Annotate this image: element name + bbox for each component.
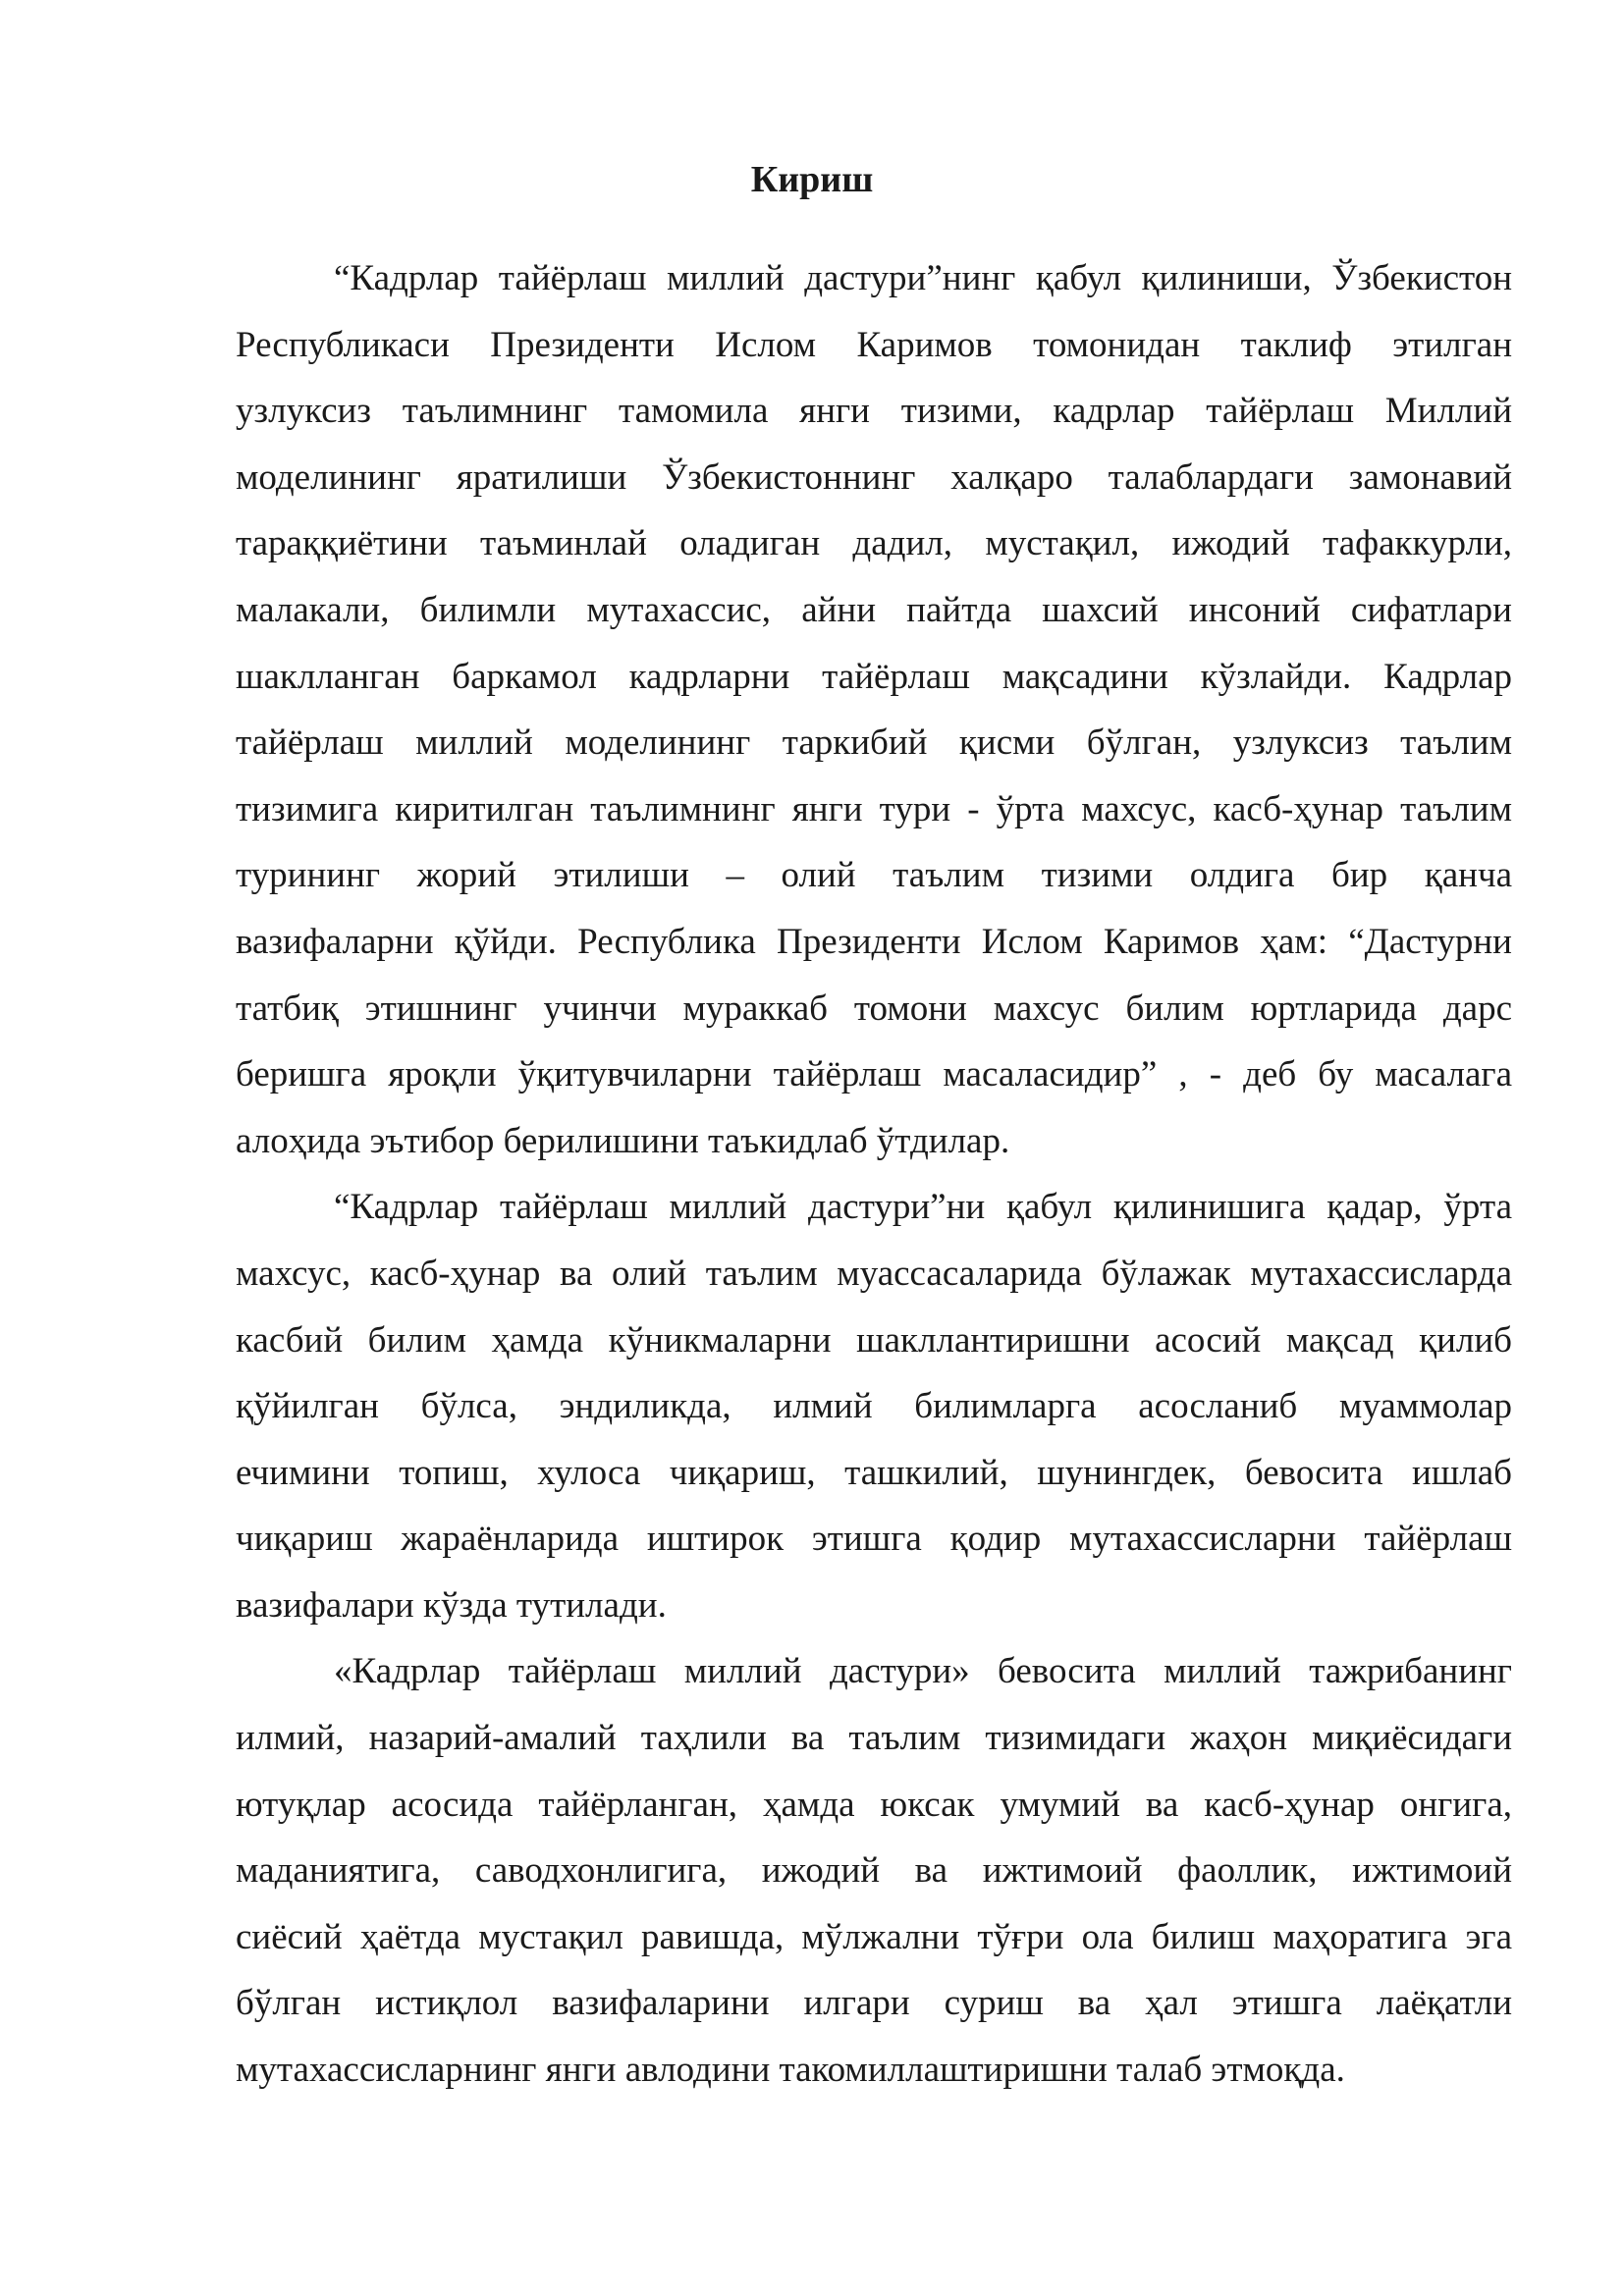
text-line: Республикаси Президенти Ислом Каримов томонидан таклиф этилган xyxy=(236,324,1512,365)
text-line: илмий, назарий-амалий таҳлили ва таълим тизимидаги жаҳон миқиёсидаги xyxy=(236,1718,1512,1759)
text-line: “Кадрлар тайёрлаш миллий дастури”ни қабул қилинишига қадар, ўрта xyxy=(334,1187,1512,1228)
text-line: беришга яроқли ўқитувчиларни тайёрлаш масаласидир” , - деб бу масалага xyxy=(236,1054,1512,1095)
text-line: малакали, билимли мутахассис, айни пайтда шахсий инсоний сифатлари xyxy=(236,589,1512,630)
paragraph-2 xyxy=(236,1178,1512,1642)
text-line: бўлган истиқлол вазифаларини илгари суриш ва ҳал этишга лаёқатли xyxy=(236,1983,1512,2024)
text-line: татбиқ этишнинг учинчи мураккаб томони махсус билим юртларида дарс xyxy=(236,988,1512,1029)
text-line: мутахассисларнинг янги авлодини такомиллаштиришни талаб этмоқда. xyxy=(236,2050,1345,2091)
text-line: ютуқлар асосида тайёрланган, ҳамда юксак умумий ва касб-ҳунар онгига, xyxy=(236,1784,1512,1825)
text-line: узлуксиз таълимнинг тамомила янги тизими, кадрлар тайёрлаш Миллий xyxy=(236,391,1512,432)
text-line: тайёрлаш миллий моделининг таркибий қисми бўлган, узлуксиз таълим xyxy=(236,722,1512,764)
page-title: Кириш xyxy=(750,159,874,200)
text-line: вазифаларни қўйди. Республика Президенти Ислом Каримов ҳам: “Дастурни xyxy=(236,921,1512,962)
text-line: махсус, касб-ҳунар ва олий таълим муассасаларида бўлажак мутахассисларда xyxy=(236,1253,1512,1294)
text-line: ечимини топиш, хулоса чиқариш, ташкилий, шунингдек, бевосита ишлаб xyxy=(236,1452,1512,1493)
text-line: чиқариш жараёнларида иштирок этишга қодир мутахассисларни тайёрлаш xyxy=(236,1519,1512,1560)
paragraph-1 xyxy=(236,249,1512,1178)
text-line: тараққиётини таъминлай оладиган дадил, мустақил, ижодий тафаккурли, xyxy=(236,523,1512,564)
text-line: сиёсий ҳаётда мустақил равишда, мўлжални тўғри ола билиш маҳоратига эга xyxy=(236,1916,1512,1957)
text-line: алоҳида эътибор берилишини таъкидлаб ўтдилар. xyxy=(236,1120,1010,1161)
text-line: “Кадрлар тайёрлаш миллий дастури”нинг қабул қилиниши, Ўзбекистон xyxy=(334,258,1512,298)
text-line: вазифалари кўзда тутилади. xyxy=(236,1584,667,1626)
document-body xyxy=(236,249,1512,2108)
text-line: турининг жорий этилиши – олий таълим тизими олдига бир қанча xyxy=(236,855,1512,896)
text-line: шаклланган баркамол кадрларни тайёрлаш мақсадини кўзлайди. Кадрлар xyxy=(236,656,1512,697)
text-line: қўйилган бўлса, эндиликда, илмий билимларга асосланиб муаммолар xyxy=(236,1386,1512,1427)
text-line: касбий билим ҳамда кўникмаларни шакллантиришни асосий мақсад қилиб xyxy=(236,1319,1512,1361)
paragraph-3 xyxy=(236,1642,1512,2107)
text-line: тизимига киритилган таълимнинг янги тури - ўрта махсус, касб-ҳунар таълим xyxy=(236,788,1512,829)
text-line: маданиятига, саводхонлигига, ижодий ва ижтимоий фаоллик, ижтимоий xyxy=(236,1850,1512,1892)
text-line: «Кадрлар тайёрлаш миллий дастури» бевосита миллий тажрибанинг xyxy=(334,1651,1512,1692)
text-line: моделининг яратилиши Ўзбекистоннинг халқаро талаблардаги замонавий xyxy=(236,456,1512,498)
